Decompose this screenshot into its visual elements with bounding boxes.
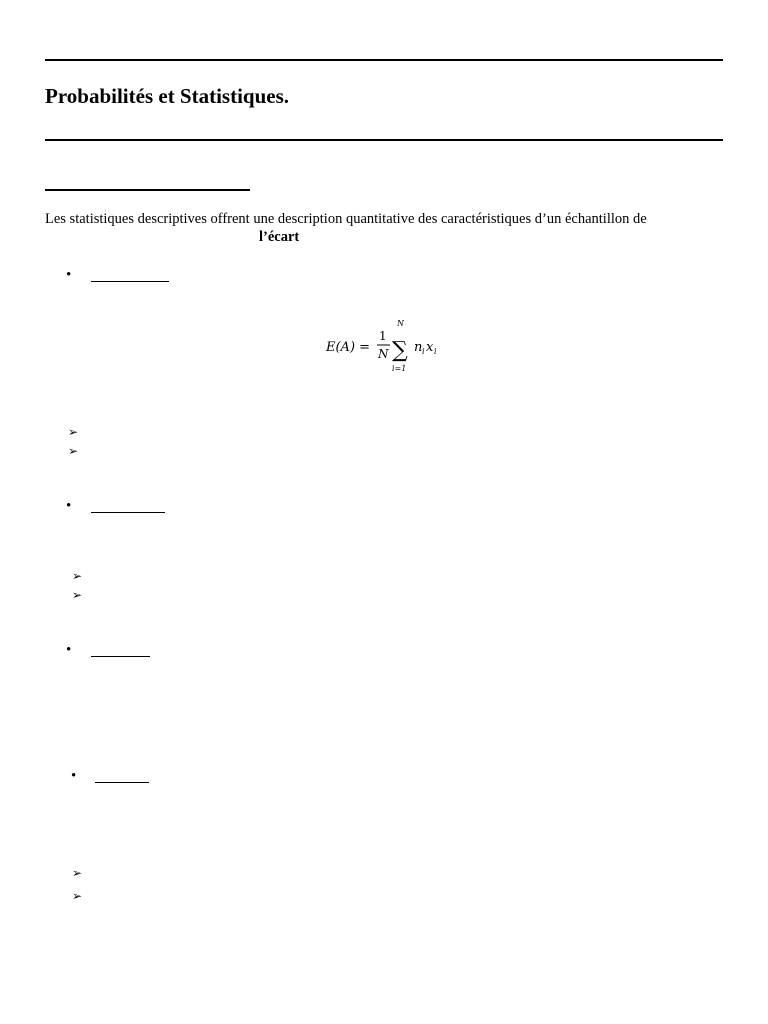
intro-bold-term: l’écart — [259, 229, 300, 245]
bullet-point: • — [66, 267, 72, 283]
bullet-heading-underline — [91, 512, 165, 513]
bullet-heading-underline — [91, 656, 150, 657]
formula-lhs: E(A) = — [326, 340, 371, 355]
arrow-bullet: ➢ — [72, 588, 83, 602]
bullet-point: • — [66, 498, 72, 514]
intro-paragraph: Les statistiques descriptives offrent une description quantitative des caractéristiques d’un échantillon de — [45, 211, 647, 227]
title-bottom-rule — [45, 139, 723, 141]
summand-n: n — [414, 340, 423, 355]
arrow-bullet: ➢ — [68, 444, 79, 458]
bullet-point: • — [66, 642, 72, 658]
summand-subscript-1: i — [422, 347, 425, 356]
top-rule — [45, 59, 723, 61]
document-title: Probabilités et Statistiques. — [45, 84, 290, 108]
mean-formula — [322, 316, 446, 376]
formula-denominator: N — [378, 347, 389, 361]
arrow-bullet: ➢ — [72, 569, 83, 583]
summand-x: x — [426, 340, 434, 355]
formula-numerator: 1 — [379, 329, 387, 343]
arrow-bullet: ➢ — [72, 866, 83, 880]
bullet-heading-underline — [91, 281, 169, 282]
bullet-heading-underline — [95, 782, 149, 783]
sum-symbol: ∑ — [392, 338, 408, 363]
sum-upper-limit: N — [397, 319, 404, 328]
summand-subscript-2: i — [434, 347, 437, 356]
section-heading-underline — [45, 189, 250, 191]
sum-lower-limit: i=1 — [392, 364, 407, 373]
arrow-bullet: ➢ — [72, 889, 83, 903]
arrow-bullet: ➢ — [68, 425, 79, 439]
bullet-point: • — [71, 768, 77, 784]
